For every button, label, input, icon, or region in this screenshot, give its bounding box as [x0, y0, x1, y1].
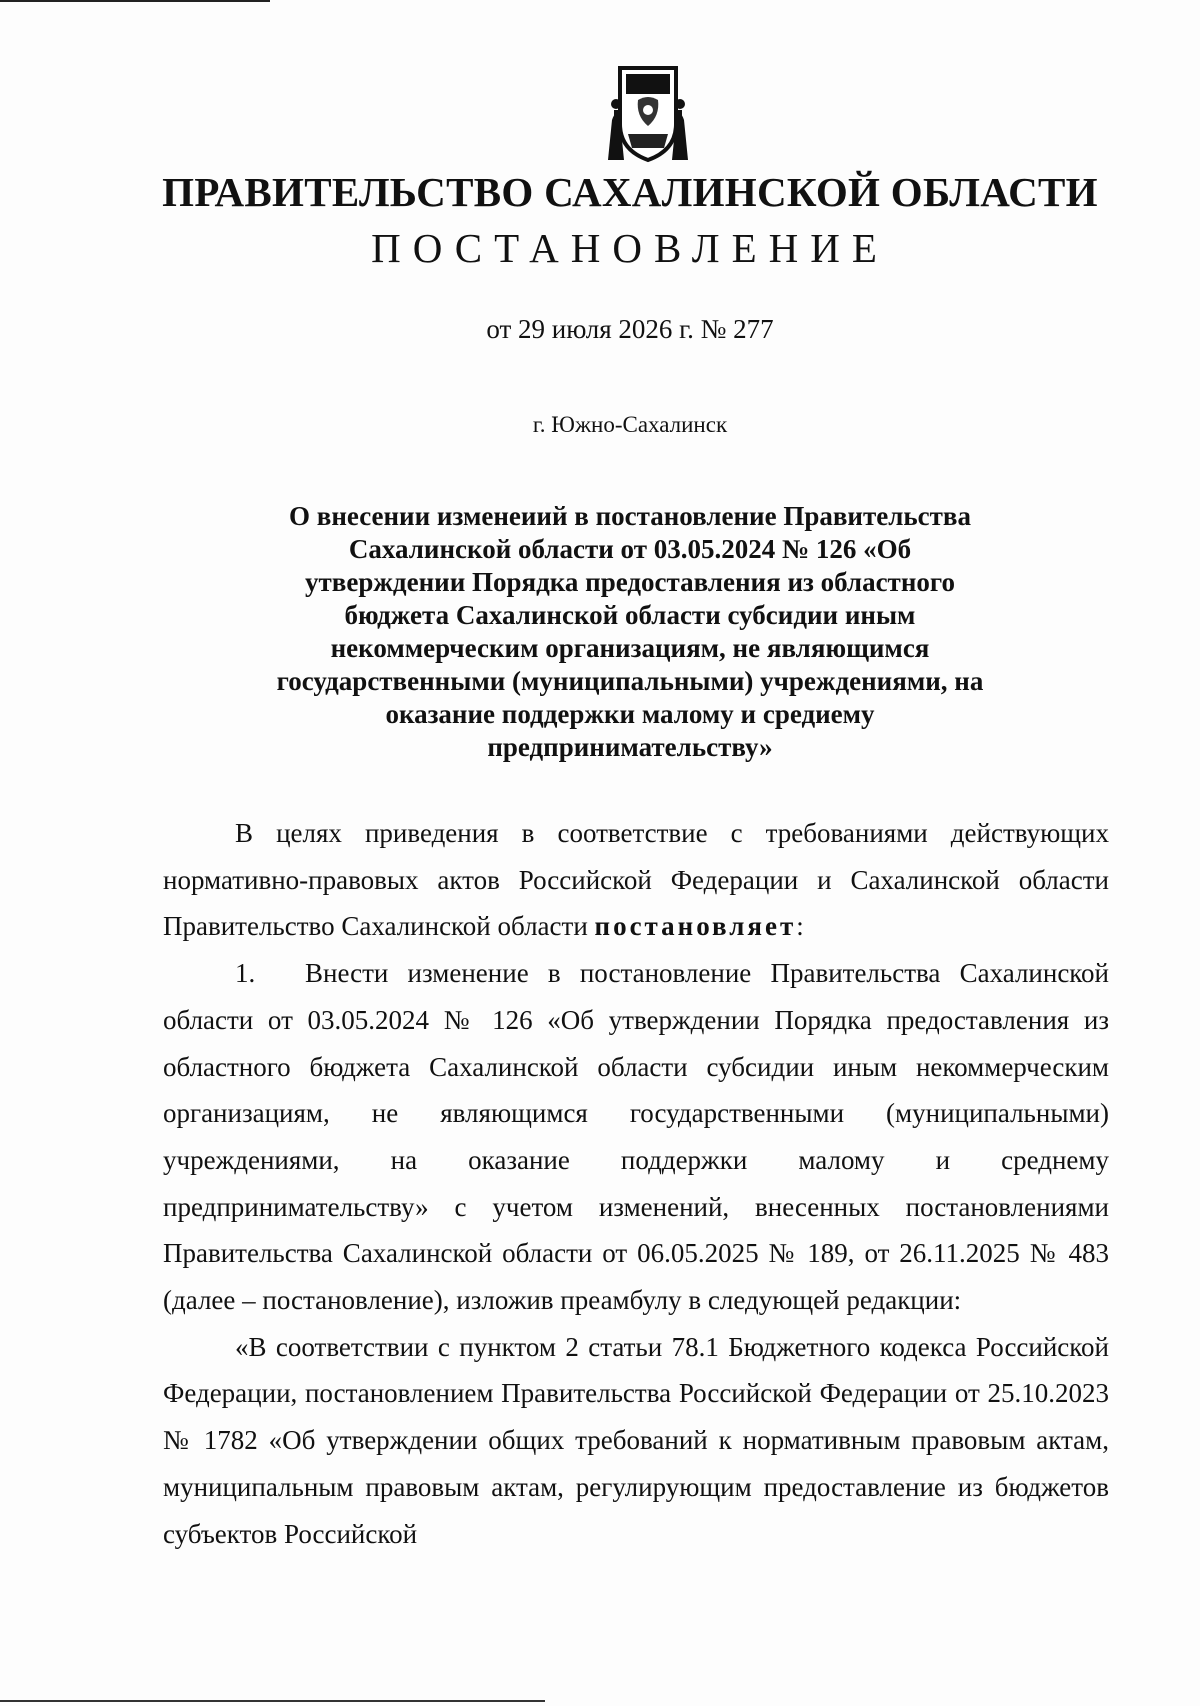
scan-edge-line-top: [0, 0, 270, 2]
preamble-paragraph: [163, 810, 1109, 950]
scan-edge-line-bottom: [0, 1700, 545, 1702]
item-1-text: Внести изменение в постановление Правительства Сахалинской области от 03.05.2024 № 126 «Об утверждении Порядка предоставления из областного бюджета Сахалинской области субсидии иным некоммерческим организациям, не являющимся государственными (муниципальными) учреждениями, на оказание поддержки малому и среднему предпринимательству» с учетом изменений, внесенных постановлениями Правительства Сахалинской области от 06.05.2025 № 189, от 26.11.2025 № 483 (далее – постановление), изложив преамбулу в следующей редакции:: [163, 958, 1109, 1316]
resolves-word: постановляет: [594, 911, 797, 942]
sakhalin-coat-of-arms-icon: [598, 64, 698, 164]
document-subject: О внесении изменеиий в постановление Правительства Сахалинской области от 03.05.2024 № 126 «Об утверждении Порядка предоставления из областного бюджета Сахалинской области субсидии иным некоммерческим организациям, не являющимся государственными (муниципальными) учреждениями, на оказание поддержки малому и средиему предпринимательству»: [276, 501, 984, 762]
document-city: г. Южно-Сахалинск: [532, 412, 728, 437]
document-body: [163, 810, 1109, 1557]
item-1-number: 1.: [235, 958, 256, 989]
item-1-paragraph: [163, 950, 1109, 1324]
preamble-text: В целях приведения в соответствие с требованиями действующих нормативно-правовых актов Российской Федерации и Сахалинской области Правительство Сахалинской области: [163, 818, 1109, 942]
quoted-preamble-paragraph: [163, 1324, 1109, 1558]
document-type: ПОСТАНОВЛЕНИЕ: [371, 225, 889, 271]
quoted-preamble-text: «В соответствии с пунктом 2 статьи 78.1 Бюджетного кодекса Российской Федерации, постановлением Правительства Российской Федерации от 25.10.2023 № 1782 «Об утверждении общих требований к нормативным правовым актам, муниципальным правовым актам, регулирующим предоставление из бюджетов субъектов Российской: [163, 1331, 1109, 1549]
document-date-number: от 29 июля 2026 г. № 277: [486, 314, 774, 344]
government-title: ПРАВИТЕЛЬСТВО САХАЛИНСКОЙ ОБЛАСТИ: [162, 169, 1098, 215]
resolves-colon: :: [796, 911, 804, 942]
